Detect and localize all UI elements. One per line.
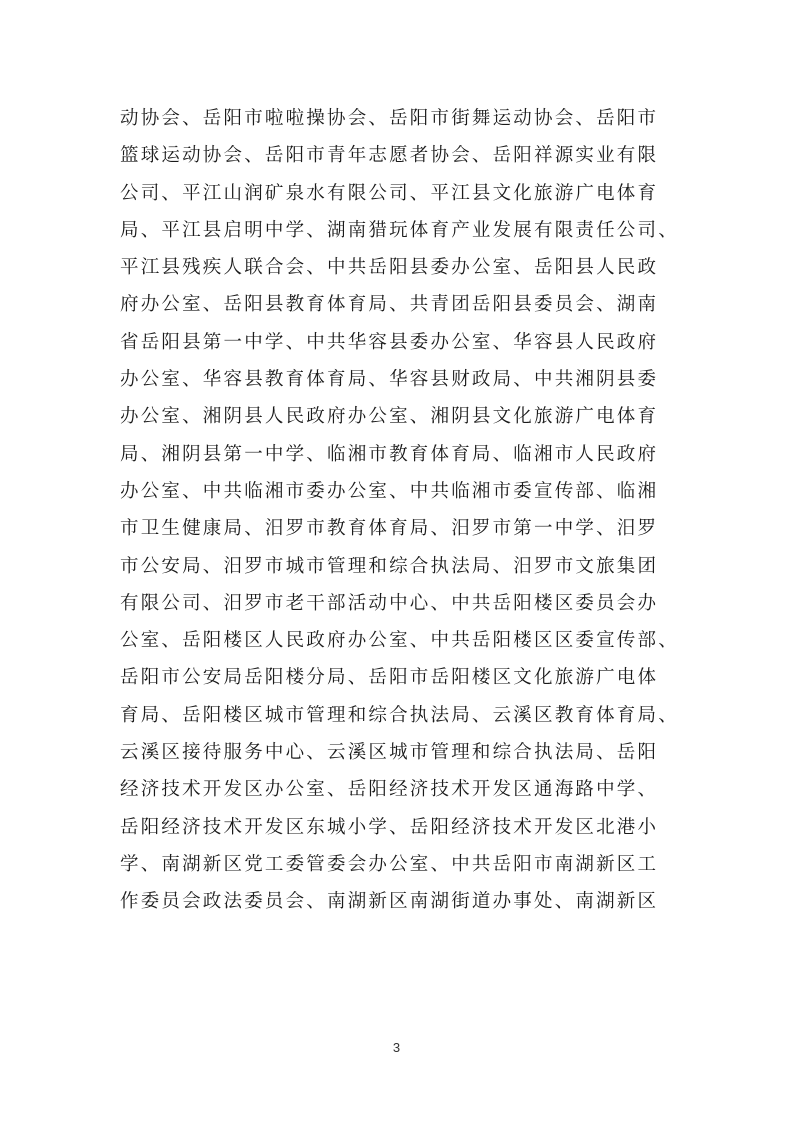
text-line: 公司、平江山润矿泉水有限公司、平江县文化旅游广电体育 <box>120 182 659 204</box>
text-line: 局、平江县启明中学、湖南猎玩体育产业发展有限责任公司、 <box>120 219 679 241</box>
text-line: 办公室、华容县教育体育局、华容县财政局、中共湘阴县委 <box>120 369 659 391</box>
text-line: 办公室、湘阴县人民政府办公室、湘阴县文化旅游广电体育 <box>120 406 659 428</box>
page-number: 3 <box>392 1040 401 1055</box>
text-line: 市卫生健康局、汨罗市教育体育局、汨罗市第一中学、汨罗 <box>120 518 659 540</box>
text-line: 育局、岳阳楼区城市管理和综合执法局、云溪区教育体育局、 <box>120 704 679 726</box>
body-paragraph <box>120 100 680 921</box>
text-line: 有限公司、汨罗市老干部活动中心、中共岳阳楼区委员会办 <box>120 592 659 614</box>
text-line: 公室、岳阳楼区人民政府办公室、中共岳阳楼区区委宣传部、 <box>120 630 679 652</box>
text-line: 云溪区接待服务中心、云溪区城市管理和综合执法局、岳阳 <box>120 742 659 764</box>
text-line: 学、南湖新区党工委管委会办公室、中共岳阳市南湖新区工 <box>120 853 659 875</box>
text-line: 动协会、岳阳市啦啦操协会、岳阳市街舞运动协会、岳阳市 <box>120 108 659 129</box>
text-line: 办公室、中共临湘市委办公室、中共临湘市委宣传部、临湘 <box>120 480 659 502</box>
text-line: 篮球运动协会、岳阳市青年志愿者协会、岳阳祥源实业有限 <box>120 145 659 167</box>
text-line: 岳阳经济技术开发区东城小学、岳阳经济技术开发区北港小 <box>120 816 659 838</box>
text-line: 平江县残疾人联合会、中共岳阳县委办公室、岳阳县人民政 <box>120 257 659 279</box>
text-line: 岳阳市公安局岳阳楼分局、岳阳市岳阳楼区文化旅游广电体 <box>120 667 659 689</box>
text-line: 作委员会政法委员会、南湖新区南湖街道办事处、南湖新区 <box>120 891 659 913</box>
text-line: 局、湘阴县第一中学、临湘市教育体育局、临湘市人民政府 <box>120 443 659 465</box>
text-line: 经济技术开发区办公室、岳阳经济技术开发区通海路中学、 <box>120 779 659 801</box>
text-line: 府办公室、岳阳县教育体育局、共青团岳阳县委员会、湖南 <box>120 294 659 316</box>
text-line: 省岳阳县第一中学、中共华容县委办公室、华容县人民政府 <box>120 331 659 353</box>
text-line: 市公安局、汨罗市城市管理和综合执法局、汨罗市文旅集团 <box>120 555 659 577</box>
